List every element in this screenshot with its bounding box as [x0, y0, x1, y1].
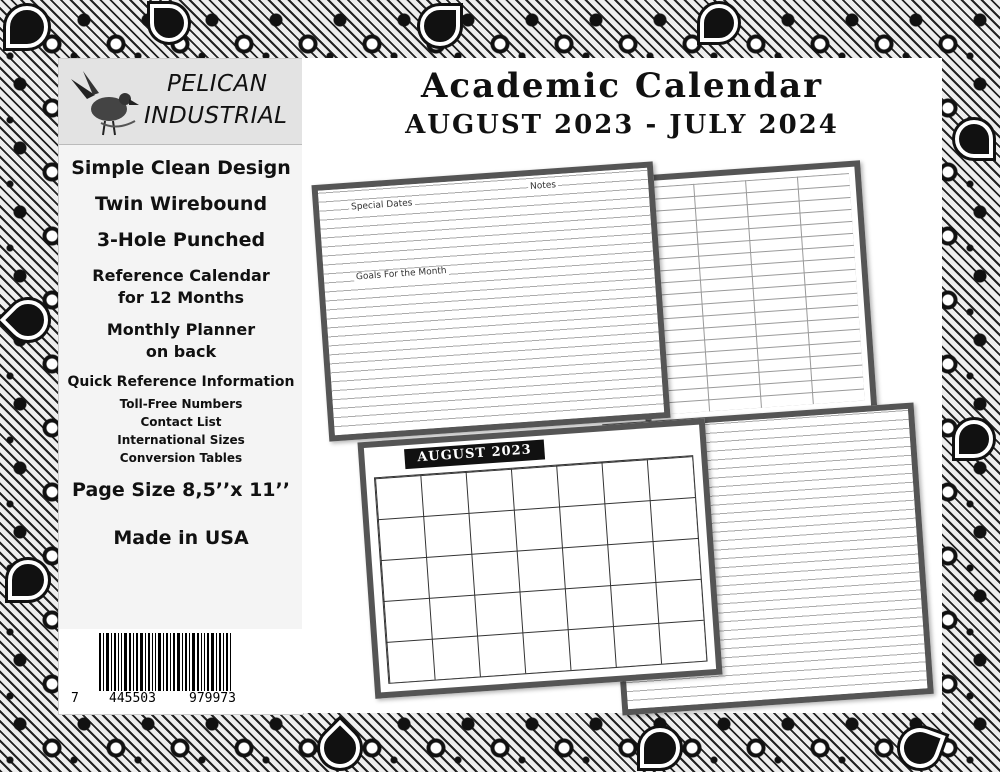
calendar-month-header: AUGUST 2023: [404, 439, 545, 469]
feature-item: Simple Clean Design: [71, 157, 291, 179]
paisley-ornament: [0, 292, 56, 349]
paisley-ornament: [894, 722, 945, 772]
product-date-range: AUGUST 2023 - JULY 2024: [405, 110, 839, 140]
product-display: [302, 58, 942, 713]
product-title: Academic Calendar: [420, 66, 824, 106]
paisley-ornament: [8, 560, 48, 600]
pelican-icon: [65, 65, 139, 139]
paisley-ornament: [312, 720, 369, 772]
feature-subitem: International Sizes: [117, 433, 245, 447]
feature-item: Monthly Planner on back: [106, 320, 256, 361]
feature-item: Reference Calendar for 12 Months: [92, 266, 270, 307]
paisley-ornament: [700, 4, 738, 42]
barcode-digit-left: 7: [71, 691, 79, 706]
feature-panel: [58, 58, 304, 715]
feature-subitem: Contact List: [140, 415, 222, 429]
monthly-planner-page: [311, 161, 670, 441]
special-dates-label: Special Dates: [350, 198, 413, 213]
paisley-ornament: [150, 4, 188, 42]
goals-label: Goals For the Month: [355, 266, 447, 283]
barcode-group-1: 445503: [109, 691, 156, 706]
paisley-ornament: [6, 6, 48, 48]
feature-item: Twin Wirebound: [94, 193, 268, 215]
notes-label: Notes: [529, 180, 557, 192]
made-in: Made in USA: [113, 527, 249, 549]
feature-heading: Quick Reference Information: [67, 374, 295, 390]
barcode-group-2: 979973: [189, 691, 236, 706]
feature-item: 3-Hole Punched: [96, 229, 266, 251]
brand-name-line2: INDUSTRIAL: [144, 103, 288, 129]
reference-table: [641, 173, 864, 415]
feature-subitem: Conversion Tables: [119, 451, 243, 465]
page-size: Page Size 8,5’’x 11’’: [72, 479, 290, 501]
feature-subitem: Toll-Free Numbers: [119, 397, 243, 411]
barcode: [59, 629, 303, 714]
paisley-ornament: [420, 6, 460, 46]
paisley-ornament: [955, 120, 993, 158]
calendar-month-page: [357, 418, 722, 699]
brand-name-line1: PELICAN: [167, 71, 268, 97]
feature-list: [59, 157, 303, 563]
calendar-grid: [374, 455, 708, 684]
paisley-ornament: [955, 420, 993, 458]
barcode-bars: [99, 633, 259, 691]
paisley-ornament: [640, 728, 680, 768]
brand-logo: [59, 59, 303, 145]
